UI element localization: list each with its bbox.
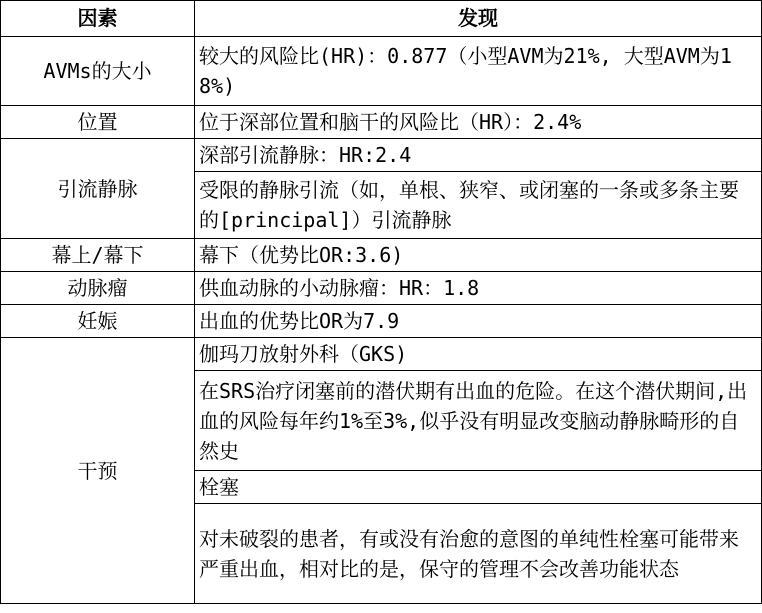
- table-row: [1, 338, 762, 371]
- factor-cell: AVMs的大小: [1, 37, 195, 106]
- table-row: [1, 37, 762, 106]
- finding-cell: 受限的静脉引流（如，单根、狭窄、或闭塞的一条或多条主要的[principal]）引流静脉: [195, 172, 762, 239]
- header-factor: 因素: [1, 1, 195, 37]
- factor-cell: 妊娠: [1, 305, 195, 338]
- finding-cell: 在SRS治疗闭塞前的潜伏期有出血的危险。在这个潜伏期间,出血的风险每年约1%至3%,似乎没有明显改变脑动静脉畸形的自然史: [195, 371, 762, 471]
- table-row: [1, 239, 762, 272]
- finding-cell: 深部引流静脉：HR:2.4: [195, 139, 762, 172]
- header-finding: 发现: [195, 1, 762, 37]
- table-row: [1, 272, 762, 305]
- finding-cell: 位于深部位置和脑干的风险比（HR）：2.4%: [195, 106, 762, 139]
- factor-cell: 位置: [1, 106, 195, 139]
- table-row: [1, 106, 762, 139]
- factor-cell: 动脉瘤: [1, 272, 195, 305]
- table-row: [1, 139, 762, 172]
- finding-cell: 对未破裂的患者，有或没有治愈的意图的单纯性栓塞可能带来严重出血，相对比的是，保守的管理不会改善功能状态: [195, 504, 762, 604]
- header-row: [1, 1, 762, 37]
- factor-cell: 幕上/幕下: [1, 239, 195, 272]
- finding-cell: 伽玛刀放射外科（GKS): [195, 338, 762, 371]
- factor-cell: 引流静脉: [1, 139, 195, 239]
- finding-cell: 栓塞: [195, 471, 762, 504]
- finding-cell: 幕下（优势比OR:3.6): [195, 239, 762, 272]
- finding-cell: 出血的优势比OR为7.9: [195, 305, 762, 338]
- table-row: [1, 305, 762, 338]
- finding-cell: 较大的风险比(HR)：0.877（小型AVM为21%, 大型AVM为18%): [195, 37, 762, 106]
- factor-cell: 干预: [1, 338, 195, 604]
- finding-cell: 供血动脉的小动脉瘤：HR：1.8: [195, 272, 762, 305]
